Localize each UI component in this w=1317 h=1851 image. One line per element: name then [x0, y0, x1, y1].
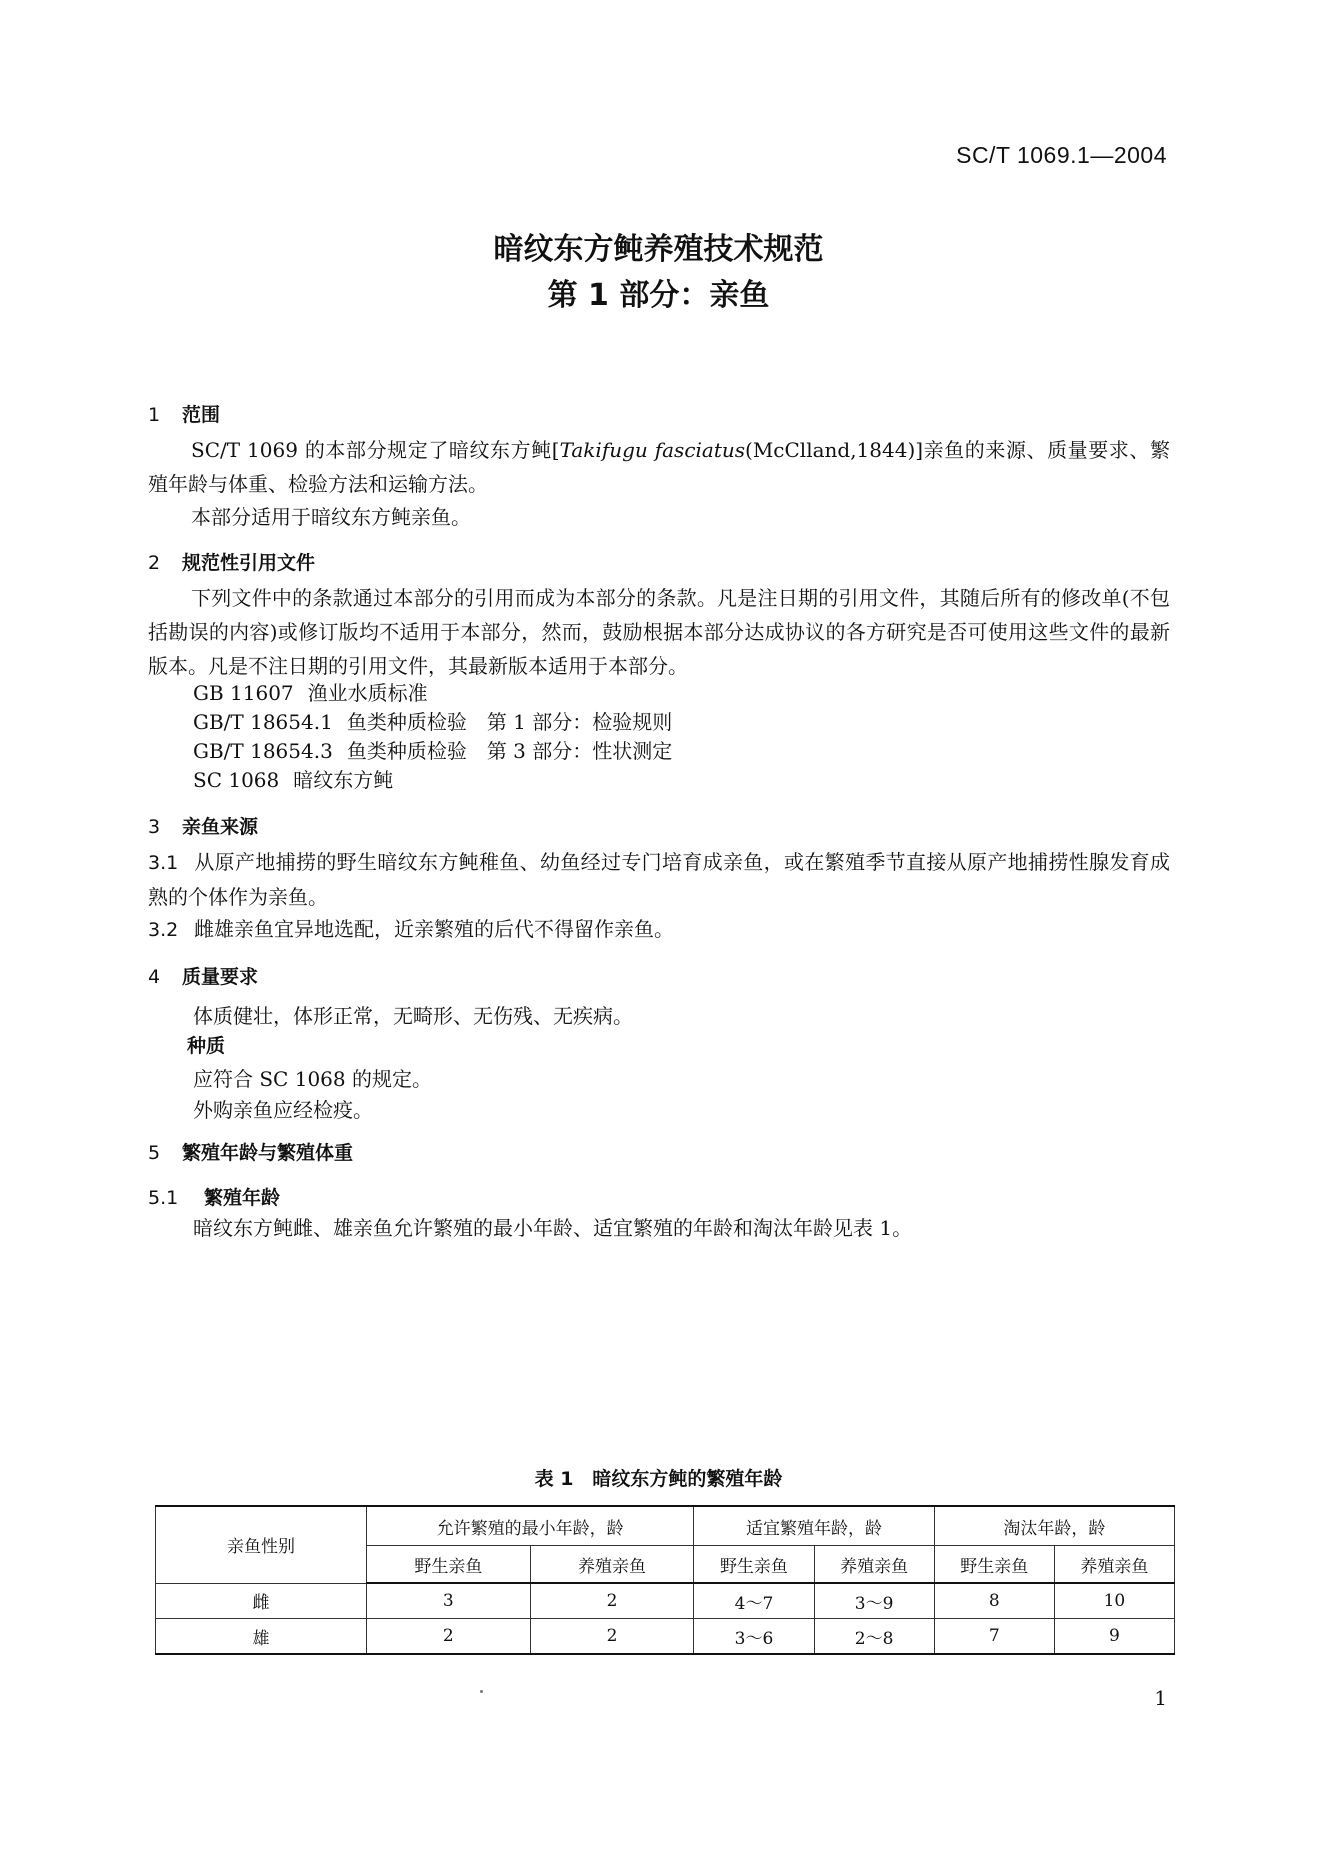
para-text: SC/T 1069 的本部分规定了暗纹东方鲀[	[191, 438, 560, 462]
section-number: 1	[148, 404, 161, 426]
quality-text: 体质健壮，体形正常，无畸形、无伤残、无疾病。	[193, 1004, 633, 1028]
clause-5-1-heading	[148, 1183, 280, 1210]
clause-number: 5.1	[148, 1187, 179, 1209]
standard-number: SC/T 1069.1—2004	[956, 142, 1167, 168]
para-text: (McClland,1844)]亲鱼的来源、质量要求、繁殖年龄与体重、检验方法和运输方法。	[148, 438, 1170, 496]
table-cell: 2	[367, 1619, 531, 1655]
section-1-paragraph	[148, 433, 1170, 501]
table-header-cell: 野生亲鱼	[934, 1546, 1054, 1584]
section-title: 繁殖年龄与繁殖体重	[182, 1142, 354, 1164]
ref-title: 鱼类种质检验 第 3 部分：性状测定	[346, 739, 673, 763]
table-cell: 4～7	[694, 1583, 814, 1619]
section-number: 5	[148, 1142, 161, 1164]
section-1-heading	[148, 400, 220, 427]
table-header-cell: 养殖亲鱼	[814, 1546, 934, 1584]
clause-text: 从原产地捕捞的野生暗纹东方鲀稚鱼、幼鱼经过专门培育成亲鱼，或在繁殖季节直接从原产地捕捞性腺发育成熟的个体作为亲鱼。	[148, 850, 1170, 909]
table-cell: 雌	[156, 1583, 367, 1619]
ref-code: SC 1068	[193, 768, 280, 792]
table-header-cell: 允许繁殖的最小年龄，龄	[367, 1506, 694, 1546]
section-3-heading	[148, 812, 258, 839]
clause-title: 繁殖年龄	[204, 1187, 281, 1209]
document-title: 暗纹东方鲀养殖技术规范	[493, 232, 824, 267]
clause-number: 3.1	[148, 852, 179, 874]
section-1-scope: 本部分适用于暗纹东方鲀亲鱼。	[191, 505, 471, 529]
reference-item	[193, 677, 428, 706]
table-caption: 表 1 暗纹东方鲀的繁殖年龄	[534, 1468, 783, 1490]
table-cell: 3	[367, 1583, 531, 1619]
table-header-row	[156, 1506, 1175, 1546]
section-number: 2	[148, 552, 161, 574]
quarantine-text: 外购亲鱼应经检疫。	[193, 1098, 373, 1122]
table-header-cell: 野生亲鱼	[694, 1546, 814, 1584]
section-number: 3	[148, 816, 161, 838]
table-header-cell: 淘汰年龄，龄	[934, 1506, 1174, 1546]
section-title: 亲鱼来源	[182, 816, 259, 838]
scan-speck	[480, 1690, 483, 1693]
table-cell: 2	[530, 1583, 694, 1619]
section-2-paragraph: 下列文件中的条款通过本部分的引用而成为本部分的条款。凡是注日期的引用文件，其随后所有的修改单(不包括勘误的内容)或修订版均不适用于本部分，然而，鼓励根据本部分达成协议的各方研究是否可使用这些文件的最新版本。凡是不注日期的引用文件，其最新版本适用于本部分。	[148, 586, 1170, 678]
section-2-heading	[148, 548, 315, 575]
breeding-age-table	[155, 1505, 1175, 1655]
section-title: 质量要求	[182, 966, 259, 988]
reference-item	[193, 764, 393, 793]
reference-item	[193, 735, 672, 764]
page-number: 1	[1154, 1686, 1167, 1710]
clause-text: 雌雄亲鱼宜异地选配，近亲繁殖的后代不得留作亲鱼。	[194, 917, 674, 941]
table-row	[156, 1583, 1175, 1619]
table-header-cell: 养殖亲鱼	[1054, 1546, 1174, 1584]
section-title: 范围	[182, 404, 221, 426]
species-name: Takifugu fasciatus	[559, 438, 746, 462]
table-cell: 3～9	[814, 1583, 934, 1619]
ref-code: GB/T 18654.1	[193, 710, 333, 734]
clause-3-2	[148, 912, 1170, 947]
clause-number: 3.2	[148, 919, 179, 941]
document-subtitle: 第 1 部分：亲鱼	[547, 278, 770, 313]
table-cell: 7	[934, 1619, 1054, 1655]
clause-5-1-text: 暗纹东方鲀雌、雄亲鱼允许繁殖的最小年龄、适宜繁殖的年龄和淘汰年龄见表 1。	[193, 1216, 913, 1240]
ref-code: GB 11607	[193, 681, 294, 705]
germplasm-text: 应符合 SC 1068 的规定。	[193, 1067, 432, 1091]
germplasm-subheading: 种质	[187, 1035, 226, 1057]
ref-title: 鱼类种质检验 第 1 部分：检验规则	[346, 710, 673, 734]
table-cell: 雄	[156, 1619, 367, 1655]
table-header-cell: 养殖亲鱼	[530, 1546, 694, 1584]
table-cell: 10	[1054, 1583, 1174, 1619]
table-cell: 8	[934, 1583, 1054, 1619]
ref-code: GB/T 18654.3	[193, 739, 333, 763]
table-cell: 2～8	[814, 1619, 934, 1655]
ref-title: 暗纹东方鲀	[293, 768, 394, 792]
clause-3-1	[148, 845, 1170, 914]
section-number: 4	[148, 966, 161, 988]
table-header-cell: 适宜繁殖年龄，龄	[694, 1506, 934, 1546]
table-cell: 3～6	[694, 1619, 814, 1655]
table-header-cell: 亲鱼性别	[156, 1506, 367, 1583]
table-cell: 9	[1054, 1619, 1174, 1655]
reference-item	[193, 706, 672, 735]
ref-title: 渔业水质标准	[307, 681, 428, 705]
section-4-heading	[148, 962, 258, 989]
table-cell: 2	[530, 1619, 694, 1655]
section-5-heading	[148, 1138, 353, 1165]
table-row	[156, 1619, 1175, 1655]
table-header-cell: 野生亲鱼	[367, 1546, 531, 1584]
section-title: 规范性引用文件	[182, 552, 316, 574]
